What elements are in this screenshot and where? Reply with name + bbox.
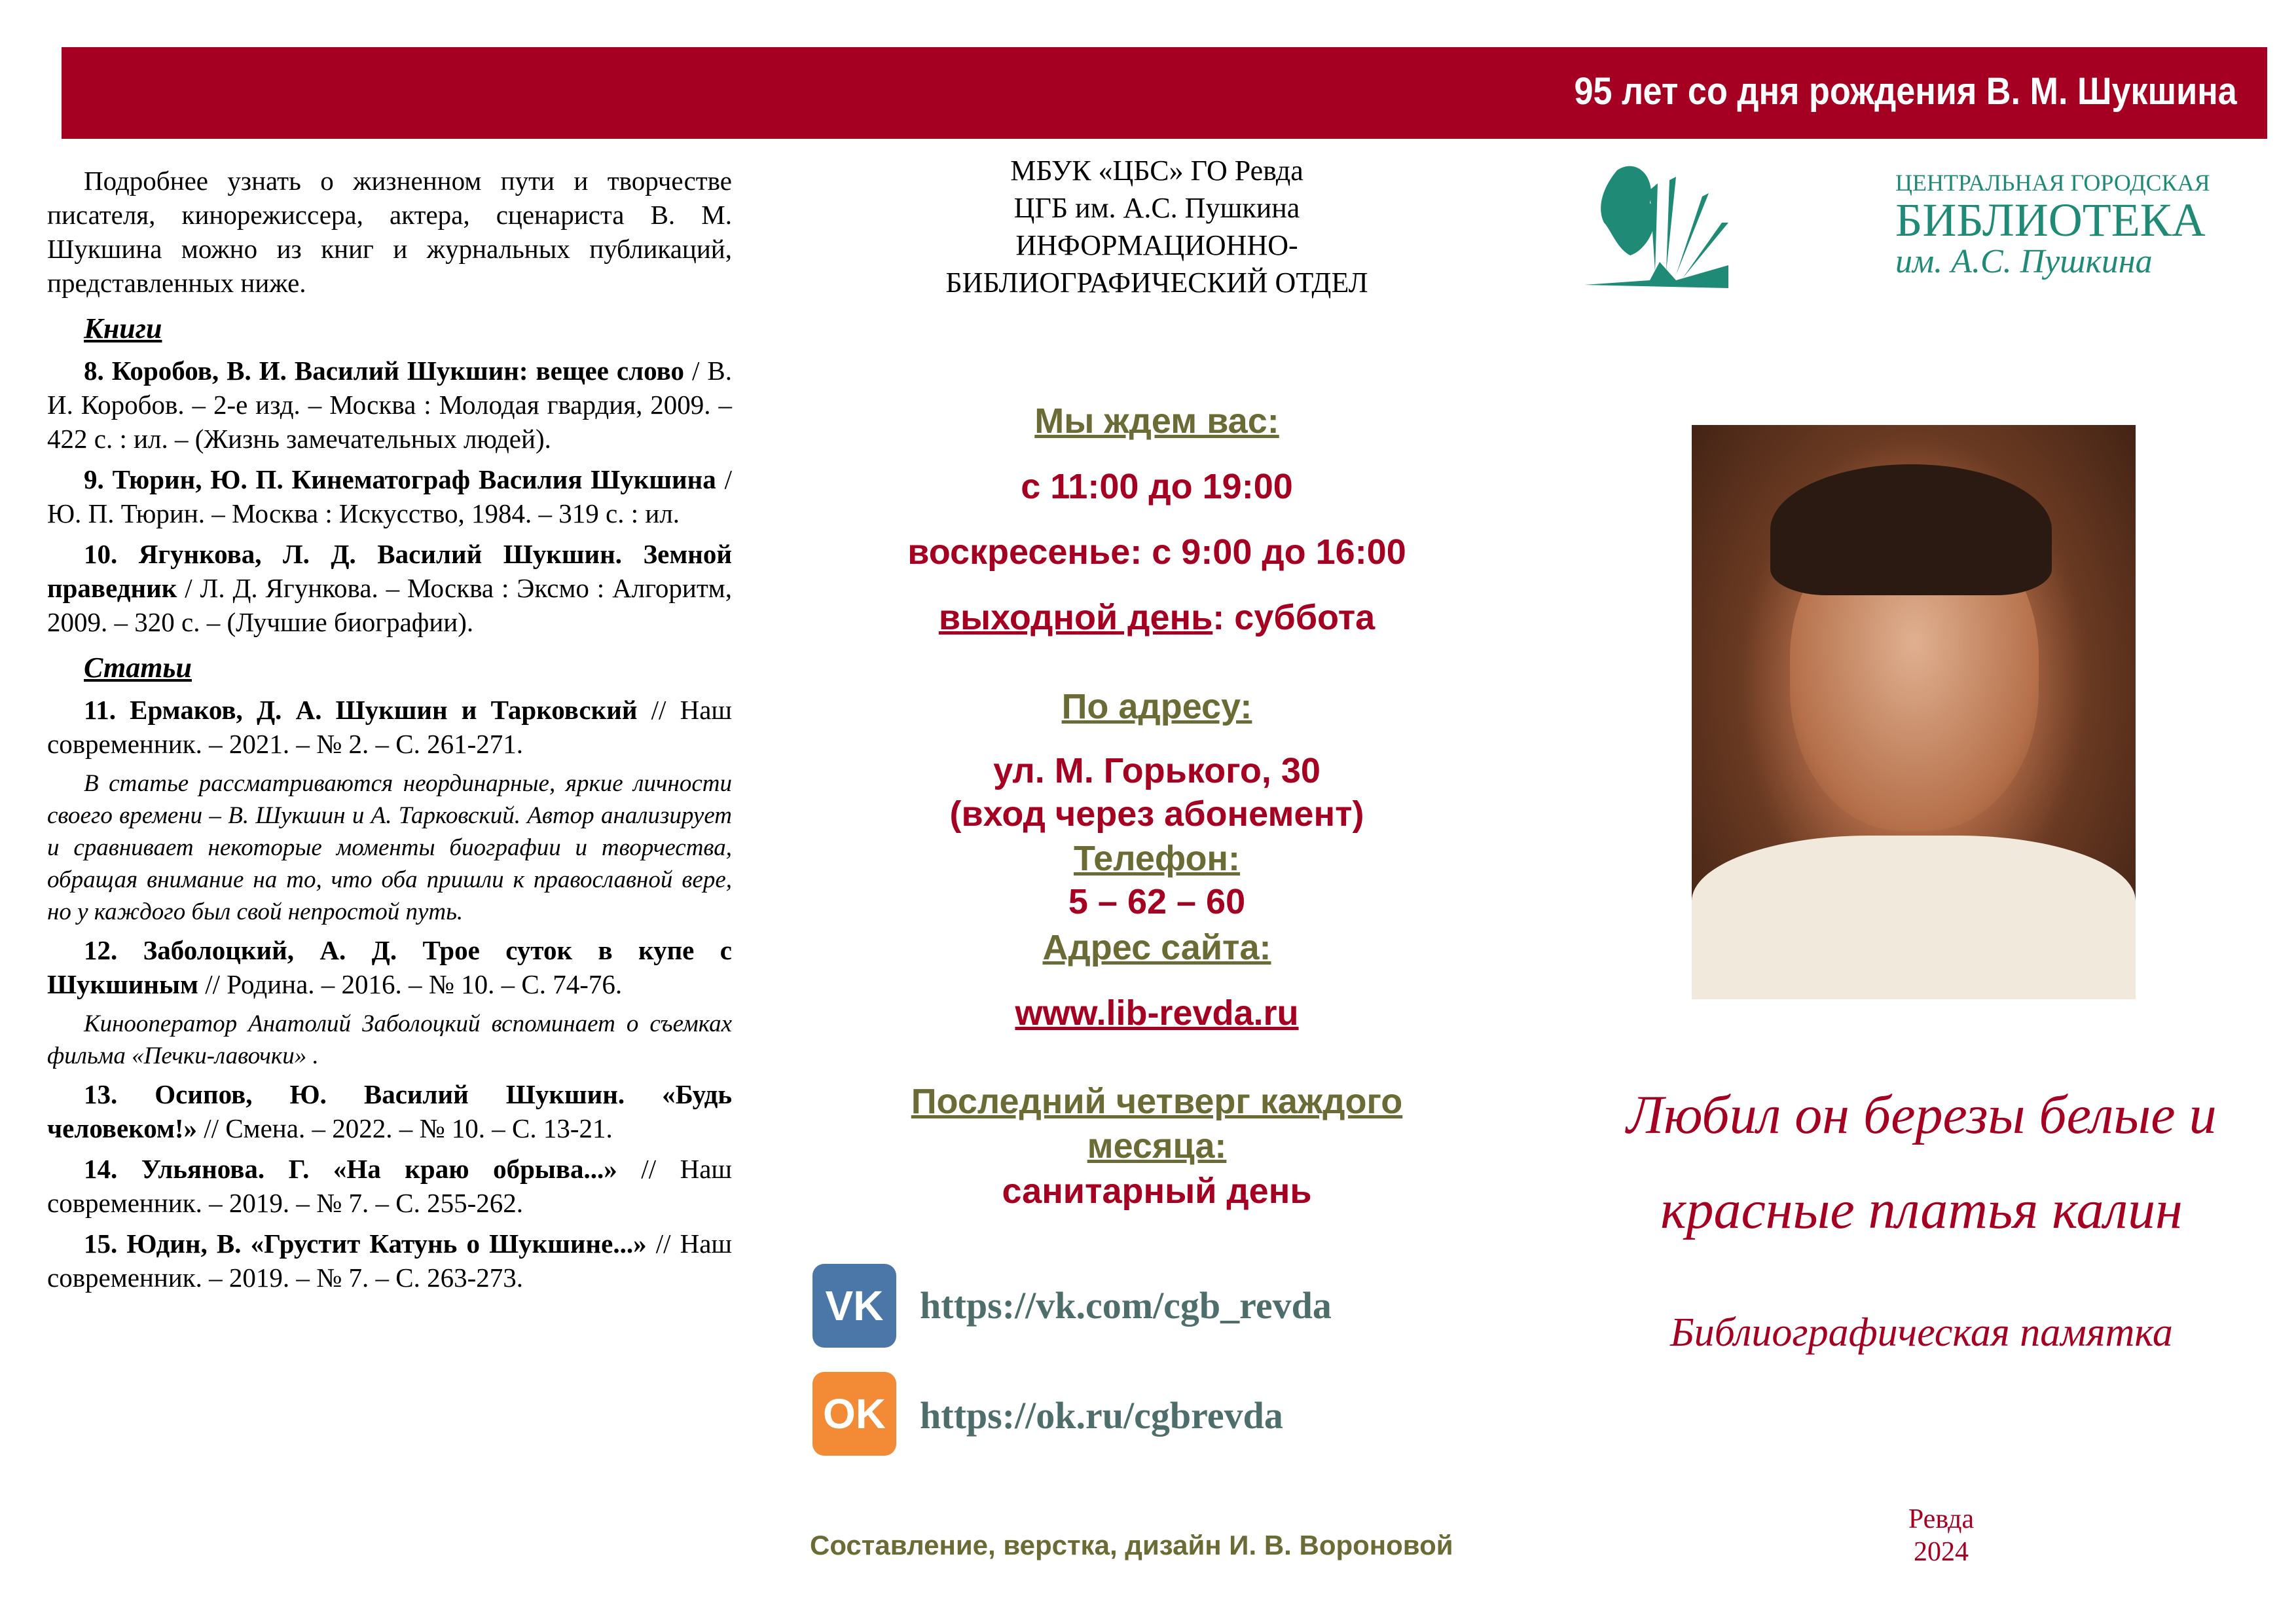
org-line: ЦГБ им. А.С. Пушкина xyxy=(1013,192,1300,224)
library-logo xyxy=(1578,151,2232,288)
subtitle: Библиографическая памятка xyxy=(1670,1310,2173,1355)
books-heading: Книги xyxy=(84,312,162,344)
entry-annotation: В статье рассматриваются неординарные, яркие личности своего времени – В. Шукшин и А. Тарковский. Автор анализирует и сравнивает некоторые моменты биографии и творчества, обращая внимание на то, что оба пришли к православной вере, но у каждого был свой непростой путь. xyxy=(47,770,732,925)
entry-details: // Наш современник. – 2019. – № 7. – С. 255-262. xyxy=(47,1154,732,1218)
ok-icon[interactable]: OK xyxy=(812,1372,896,1456)
hours: с 11:00 до 19:00 xyxy=(1021,467,1293,506)
bibliography-entry xyxy=(47,933,732,1001)
address: ул. М. Горького, 30 xyxy=(993,751,1321,790)
logo-line1: ЦЕНТРАЛЬНАЯ ГОРОДСКАЯ xyxy=(1895,170,2210,196)
banner-title: 95 лет со дня рождения В. М. Шукшина xyxy=(1574,70,2237,113)
sanitary-label: Последний четверг каждого месяца: xyxy=(911,1082,1403,1166)
sanitary-value: санитарный день xyxy=(1002,1172,1312,1211)
ok-link[interactable]: https://ok.ru/cgbrevda xyxy=(920,1394,1283,1437)
articles-heading: Статьи xyxy=(84,652,192,684)
bibliography-entry xyxy=(47,1227,732,1295)
bibliography-entry xyxy=(47,1077,732,1145)
org-line: МБУК «ЦБС» ГО Ревда xyxy=(1010,155,1303,187)
phone-label: Телефон: xyxy=(1073,839,1241,878)
intro-text: Подробнее узнать о жизненном пути и творчестве писателя, кинорежиссера, актера, сценариста В. М. Шукшина можно из книг и журнальных публикаций, представленных ниже. xyxy=(47,166,732,298)
sunday-hours: воскресенье: с 9:00 до 16:00 xyxy=(907,532,1406,572)
logo-line3: им. А.С. Пушкина xyxy=(1895,243,2153,280)
year: 2024 xyxy=(1914,1537,1969,1567)
wait-label: Мы ждем вас: xyxy=(1034,401,1279,441)
bibliography-entry xyxy=(47,693,732,761)
day-off-value: : суббота xyxy=(1212,598,1376,637)
logo-line2: БИБЛИОТЕКА xyxy=(1895,194,2206,246)
bibliography-entry xyxy=(47,462,732,530)
bibliography-column xyxy=(47,164,732,1301)
org-line: ИНФОРМАЦИОННО- xyxy=(1015,229,1298,261)
quote-line: Любил он березы белые и xyxy=(1626,1084,2217,1145)
entry-details: // Смена. – 2022. – № 10. – С. 13-21. xyxy=(197,1113,613,1143)
organization-header xyxy=(829,152,1484,301)
entrance: (вход через абонемент) xyxy=(949,794,1364,834)
org-line: БИБЛИОГРАФИЧЕСКИЙ ОТДЕЛ xyxy=(945,267,1368,299)
bibliography-entry xyxy=(47,537,732,639)
day-off-label: выходной день xyxy=(938,598,1213,637)
city: Ревда xyxy=(1908,1504,1975,1534)
entry-title: 9. Тюрин, Ю. П. Кинематограф Василия Шукшина xyxy=(84,464,716,494)
pushkin-book-icon xyxy=(1578,151,1853,288)
quote-line: красные платья калин xyxy=(1660,1179,2183,1240)
entry-annotation: Кинооператор Анатолий Заболоцкий вспоминает о съемках фильма «Печки-лавочки» . xyxy=(47,1010,732,1069)
credit: Составление, верстка, дизайн И. В. Вороновой xyxy=(810,1530,1453,1560)
vk-icon[interactable]: VK xyxy=(812,1264,896,1348)
bibliography-entry xyxy=(47,1152,732,1220)
portrait-photo xyxy=(1692,425,2136,999)
quote xyxy=(1597,1067,2246,1257)
day-off xyxy=(829,597,1484,638)
entry-title: 12. Заболоцкий, А. Д. Трое суток в купе с Шукшиным xyxy=(47,935,732,999)
entry-title: 8. Коробов, В. И. Василий Шукшин: вещее слово xyxy=(84,356,684,386)
vk-link[interactable]: https://vk.com/cgb_revda xyxy=(920,1284,1332,1327)
title-banner xyxy=(62,47,2267,139)
entry-title: 11. Ермаков, Д. А. Шукшин и Тарковский xyxy=(84,695,638,725)
entry-details: // Родина. – 2016. – № 10. – С. 74-76. xyxy=(198,969,623,999)
phone: 5 – 62 – 60 xyxy=(1068,882,1246,921)
entry-details: / Л. Д. Ягункова. – Москва : Эксмо : Алгоритм, 2009. – 320 с. – (Лучшие биографии). xyxy=(47,573,732,637)
site-link[interactable]: www.lib-revda.ru xyxy=(1015,993,1299,1033)
entry-title: 14. Ульянова. Г. «На краю обрыва...» xyxy=(84,1154,617,1184)
entry-details: / В. И. Коробов. – 2-е изд. – Москва : Молодая гвардия, 2009. – 422 с. : ил. – (Жизнь замечательных людей). xyxy=(47,356,732,454)
site-label: Адрес сайта: xyxy=(1042,928,1271,967)
entry-title: 13. Осипов, Ю. Василий Шукшин. «Будь человеком!» xyxy=(47,1079,732,1143)
entry-title: 15. Юдин, В. «Грустит Катунь о Шукшине...» xyxy=(84,1228,647,1259)
bibliography-entry xyxy=(47,354,732,456)
entry-details: / Ю. П. Тюрин. – Москва : Искусство, 1984. – 319 с. : ил. xyxy=(47,464,732,528)
entry-details: // Наш современник. – 2021. – № 2. – С. 261-271. xyxy=(47,695,732,759)
place-year xyxy=(1833,1503,2049,1568)
address-label: По адресу: xyxy=(1061,687,1252,726)
entry-title: 10. Ягункова, Л. Д. Василий Шукшин. Земной праведник xyxy=(47,539,732,603)
entry-details: // Наш современник. – 2019. – № 7. – С. 263-273. xyxy=(47,1228,732,1293)
